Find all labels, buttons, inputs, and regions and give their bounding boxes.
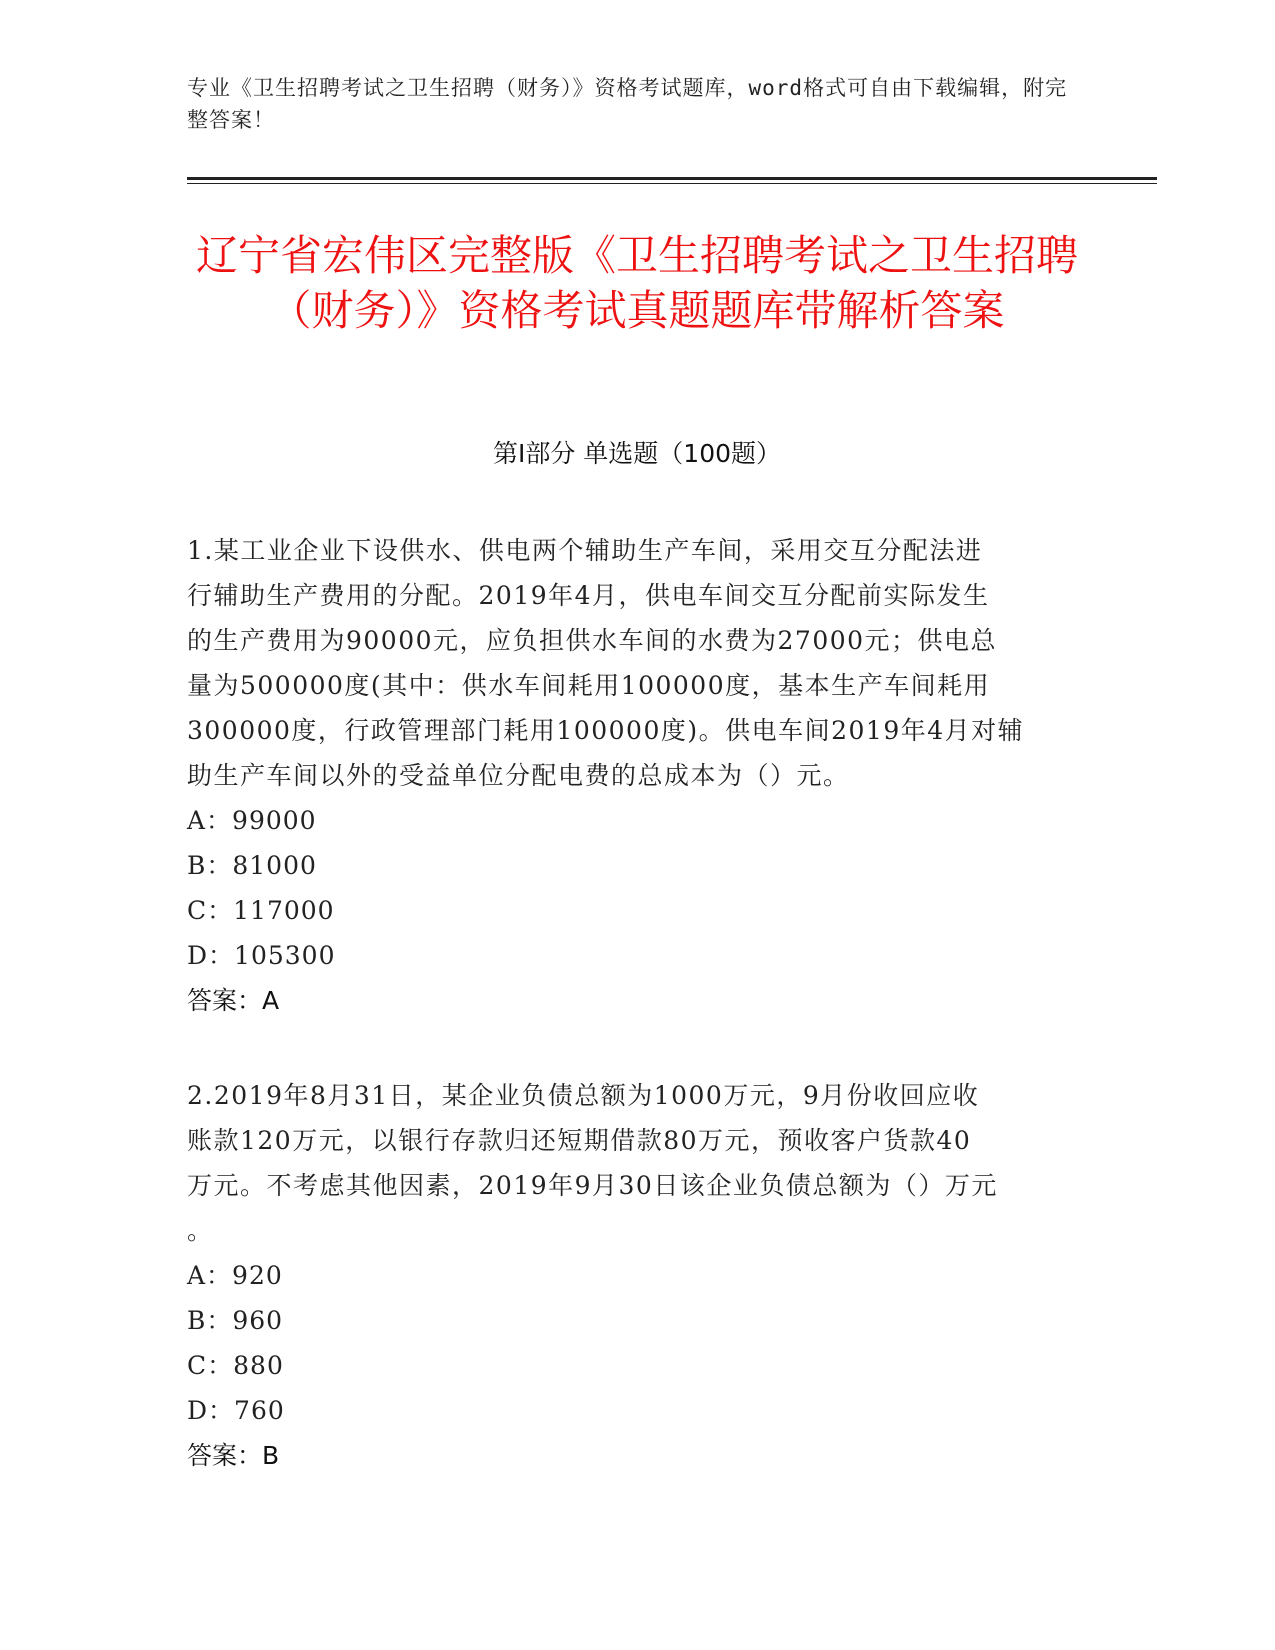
question-2 xyxy=(187,1073,1082,1478)
answer-line: 答案：A xyxy=(187,986,280,1015)
question-stem: 1.某工业企业下设供水、供电两个辅助生产车间，采用交互分配法进 行辅助生产费用的分配。2019年4月，供电车间交互分配前实际发生 的生产费用为90000元，应负担供水车间的水费为27000元；供电总 量为500000度(其中：供水车间耗用100000度，基本生产车间耗用 300000度，行政管理部门耗用100000度)。供电车间2019年4月对辅 助生产车间以外的受益单位分配电费的总成本为（）元。 xyxy=(187,536,1025,790)
option-c: C：880 xyxy=(187,1351,284,1380)
question-stem: 2.2019年8月31日，某企业负债总额为1000万元，9月份收回应收 账款120万元，以银行存款归还短期借款80万元，预收客户货款40 万元。不考虑其他因素，2019年9月30日该企业负债总额为（）万元 。 xyxy=(187,1081,998,1245)
header-divider-thin xyxy=(187,183,1157,184)
option-d: D：105300 xyxy=(187,941,336,970)
header-note: 专业《卫生招聘考试之卫生招聘（财务）》资格考试题库，word格式可自由下载编辑，附完整答案！ xyxy=(187,76,1068,132)
option-b: B：81000 xyxy=(187,851,317,880)
section-heading: 第Ⅰ部分 单选题（100题） xyxy=(492,439,782,468)
option-c: C：117000 xyxy=(187,896,335,925)
option-a: A：920 xyxy=(187,1261,283,1290)
option-d: D：760 xyxy=(187,1396,285,1425)
header-divider-thick xyxy=(187,177,1157,180)
option-a: A：99000 xyxy=(187,806,317,835)
option-b: B：960 xyxy=(187,1306,284,1335)
answer-line: 答案：B xyxy=(187,1441,280,1470)
question-1 xyxy=(187,528,1082,1023)
document-title: 辽宁省宏伟区完整版《卫生招聘考试之卫生招聘（财务）》资格考试真题题库带解析答案 xyxy=(195,231,1078,335)
